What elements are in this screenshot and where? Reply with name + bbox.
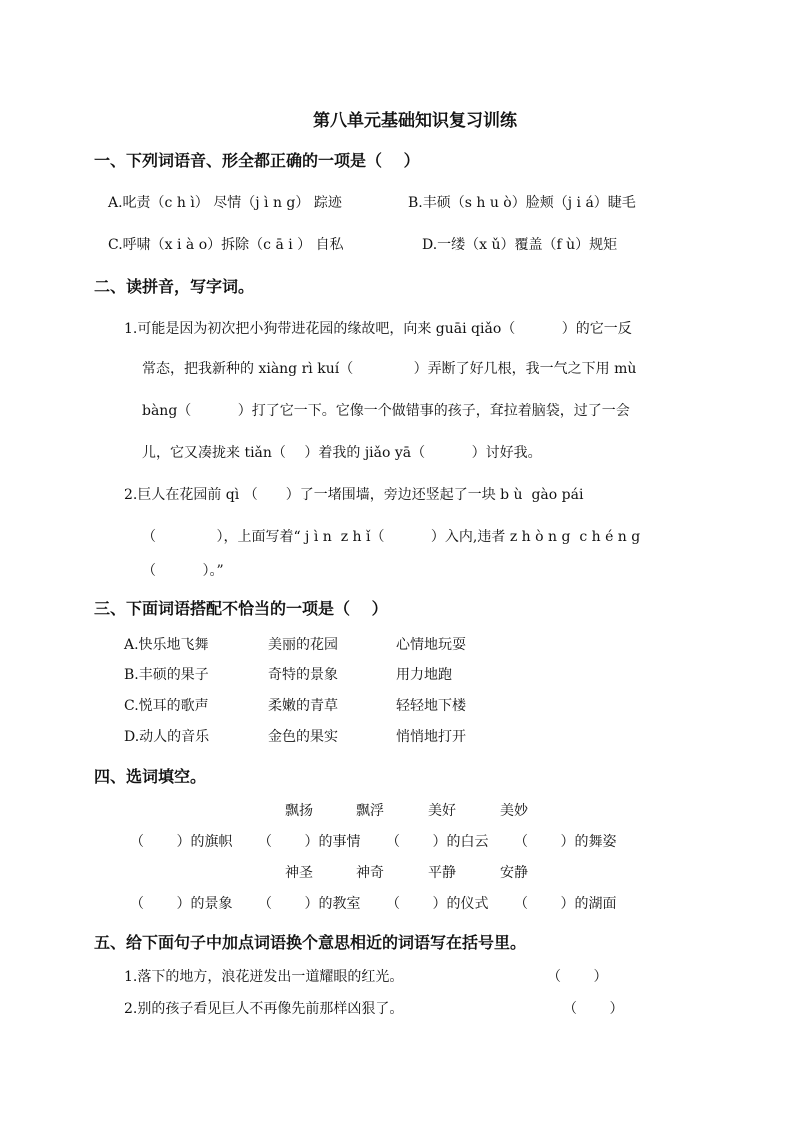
fill-blank: （ ）的景象 (130, 896, 233, 912)
answer-blank: （ ） (547, 969, 608, 985)
collocation-cell: 美丽的花园 (268, 637, 338, 653)
paragraph-1-line: bàng（ ）打了它一下。它像一个做错事的孩子，耷拉着脑袋，过了一会 (142, 403, 630, 419)
word-option: 平静 (428, 865, 456, 881)
paragraph-1-line: 儿，它又凑拢来 tiǎn（ ）着我的 jiǎo yā（ ）讨好我。 (142, 445, 542, 461)
collocation-cell: 悄悄地打开 (396, 729, 466, 745)
option-a: A.叱责（c h ì） 尽情（j ì n g） 踪迹 (108, 195, 342, 211)
fill-blank: （ ）的白云 (386, 834, 489, 850)
word-option: 安静 (500, 865, 528, 881)
answer-blank: （ ） (563, 1001, 624, 1017)
fill-blank: （ ）的旗帜 (130, 834, 233, 850)
word-option: 美妙 (500, 803, 528, 819)
paragraph-2-line: 2.巨人在花园前 qì （ ）了一堵围墙，旁边还竖起了一块 b ù gào pái (124, 487, 584, 503)
sentence-item: 2.别的孩子看见巨人不再像先前那样凶狠了。 (124, 1001, 404, 1017)
collocation-cell: D.动人的音乐 (124, 729, 210, 745)
fill-blank: （ ）的事情 (258, 834, 361, 850)
section-3-heading: 三、下面词语搭配不恰当的一项是（ ） (94, 599, 388, 618)
collocation-cell: A.快乐地飞舞 (124, 637, 209, 653)
section-5-heading: 五、给下面句子中加点词语换个意思相近的词语写在括号里。 (94, 933, 527, 952)
word-option: 神奇 (356, 865, 384, 881)
collocation-cell: 金色的果实 (268, 729, 338, 745)
fill-blank: （ ）的湖面 (514, 896, 617, 912)
collocation-cell: 轻轻地下楼 (396, 698, 466, 714)
collocation-cell: 心情地玩耍 (396, 637, 466, 653)
word-option: 飘浮 (356, 803, 384, 819)
collocation-cell: 用力地跑 (396, 667, 452, 683)
section-4-heading: 四、选词填空。 (94, 767, 207, 786)
fill-blank: （ ）的仪式 (386, 896, 489, 912)
option-c: C.呼啸（x i à o）拆除（c ā i ） 自私 (108, 237, 344, 253)
section-2-heading: 二、读拼音，写字词。 (94, 277, 255, 296)
collocation-cell: 柔嫩的青草 (268, 698, 338, 714)
option-b: B.丰硕（s h u ò）脸颊（j i á）睫毛 (408, 195, 636, 211)
paragraph-1-line: 常态，把我新种的 xiàng rì kuí（ ）弄断了好几根，我一气之下用 mù (142, 361, 637, 377)
word-option: 神圣 (285, 865, 313, 881)
fill-blank: （ ）的舞姿 (514, 834, 617, 850)
collocation-cell: C.悦耳的歌声 (124, 698, 209, 714)
word-option: 美好 (428, 803, 456, 819)
sentence-item: 1.落下的地方，浪花迸发出一道耀眼的红光。 (124, 969, 404, 985)
paragraph-1-line: 1.可能是因为初次把小狗带进花园的缘故吧，向来 guāi qiǎo（ ）的它一反 (124, 321, 632, 337)
collocation-cell: 奇特的景象 (268, 667, 338, 683)
fill-blank: （ ）的教室 (258, 896, 361, 912)
collocation-cell: B.丰硕的果子 (124, 667, 209, 683)
paragraph-2-line: （ ）。” (142, 563, 224, 579)
word-option: 飘扬 (285, 803, 313, 819)
paragraph-2-line: （ ），上面写着“ j ì n z h ǐ（ ）入内,违者 z h ò n g c h é n g (142, 529, 641, 545)
option-d: D.一缕（x ǔ）覆盖（f ù）规矩 (422, 237, 618, 253)
section-1-heading: 一、下列词语音、形全都正确的一项是（ ） (94, 151, 420, 170)
page-title: 第八单元基础知识复习训练 (313, 111, 517, 131)
